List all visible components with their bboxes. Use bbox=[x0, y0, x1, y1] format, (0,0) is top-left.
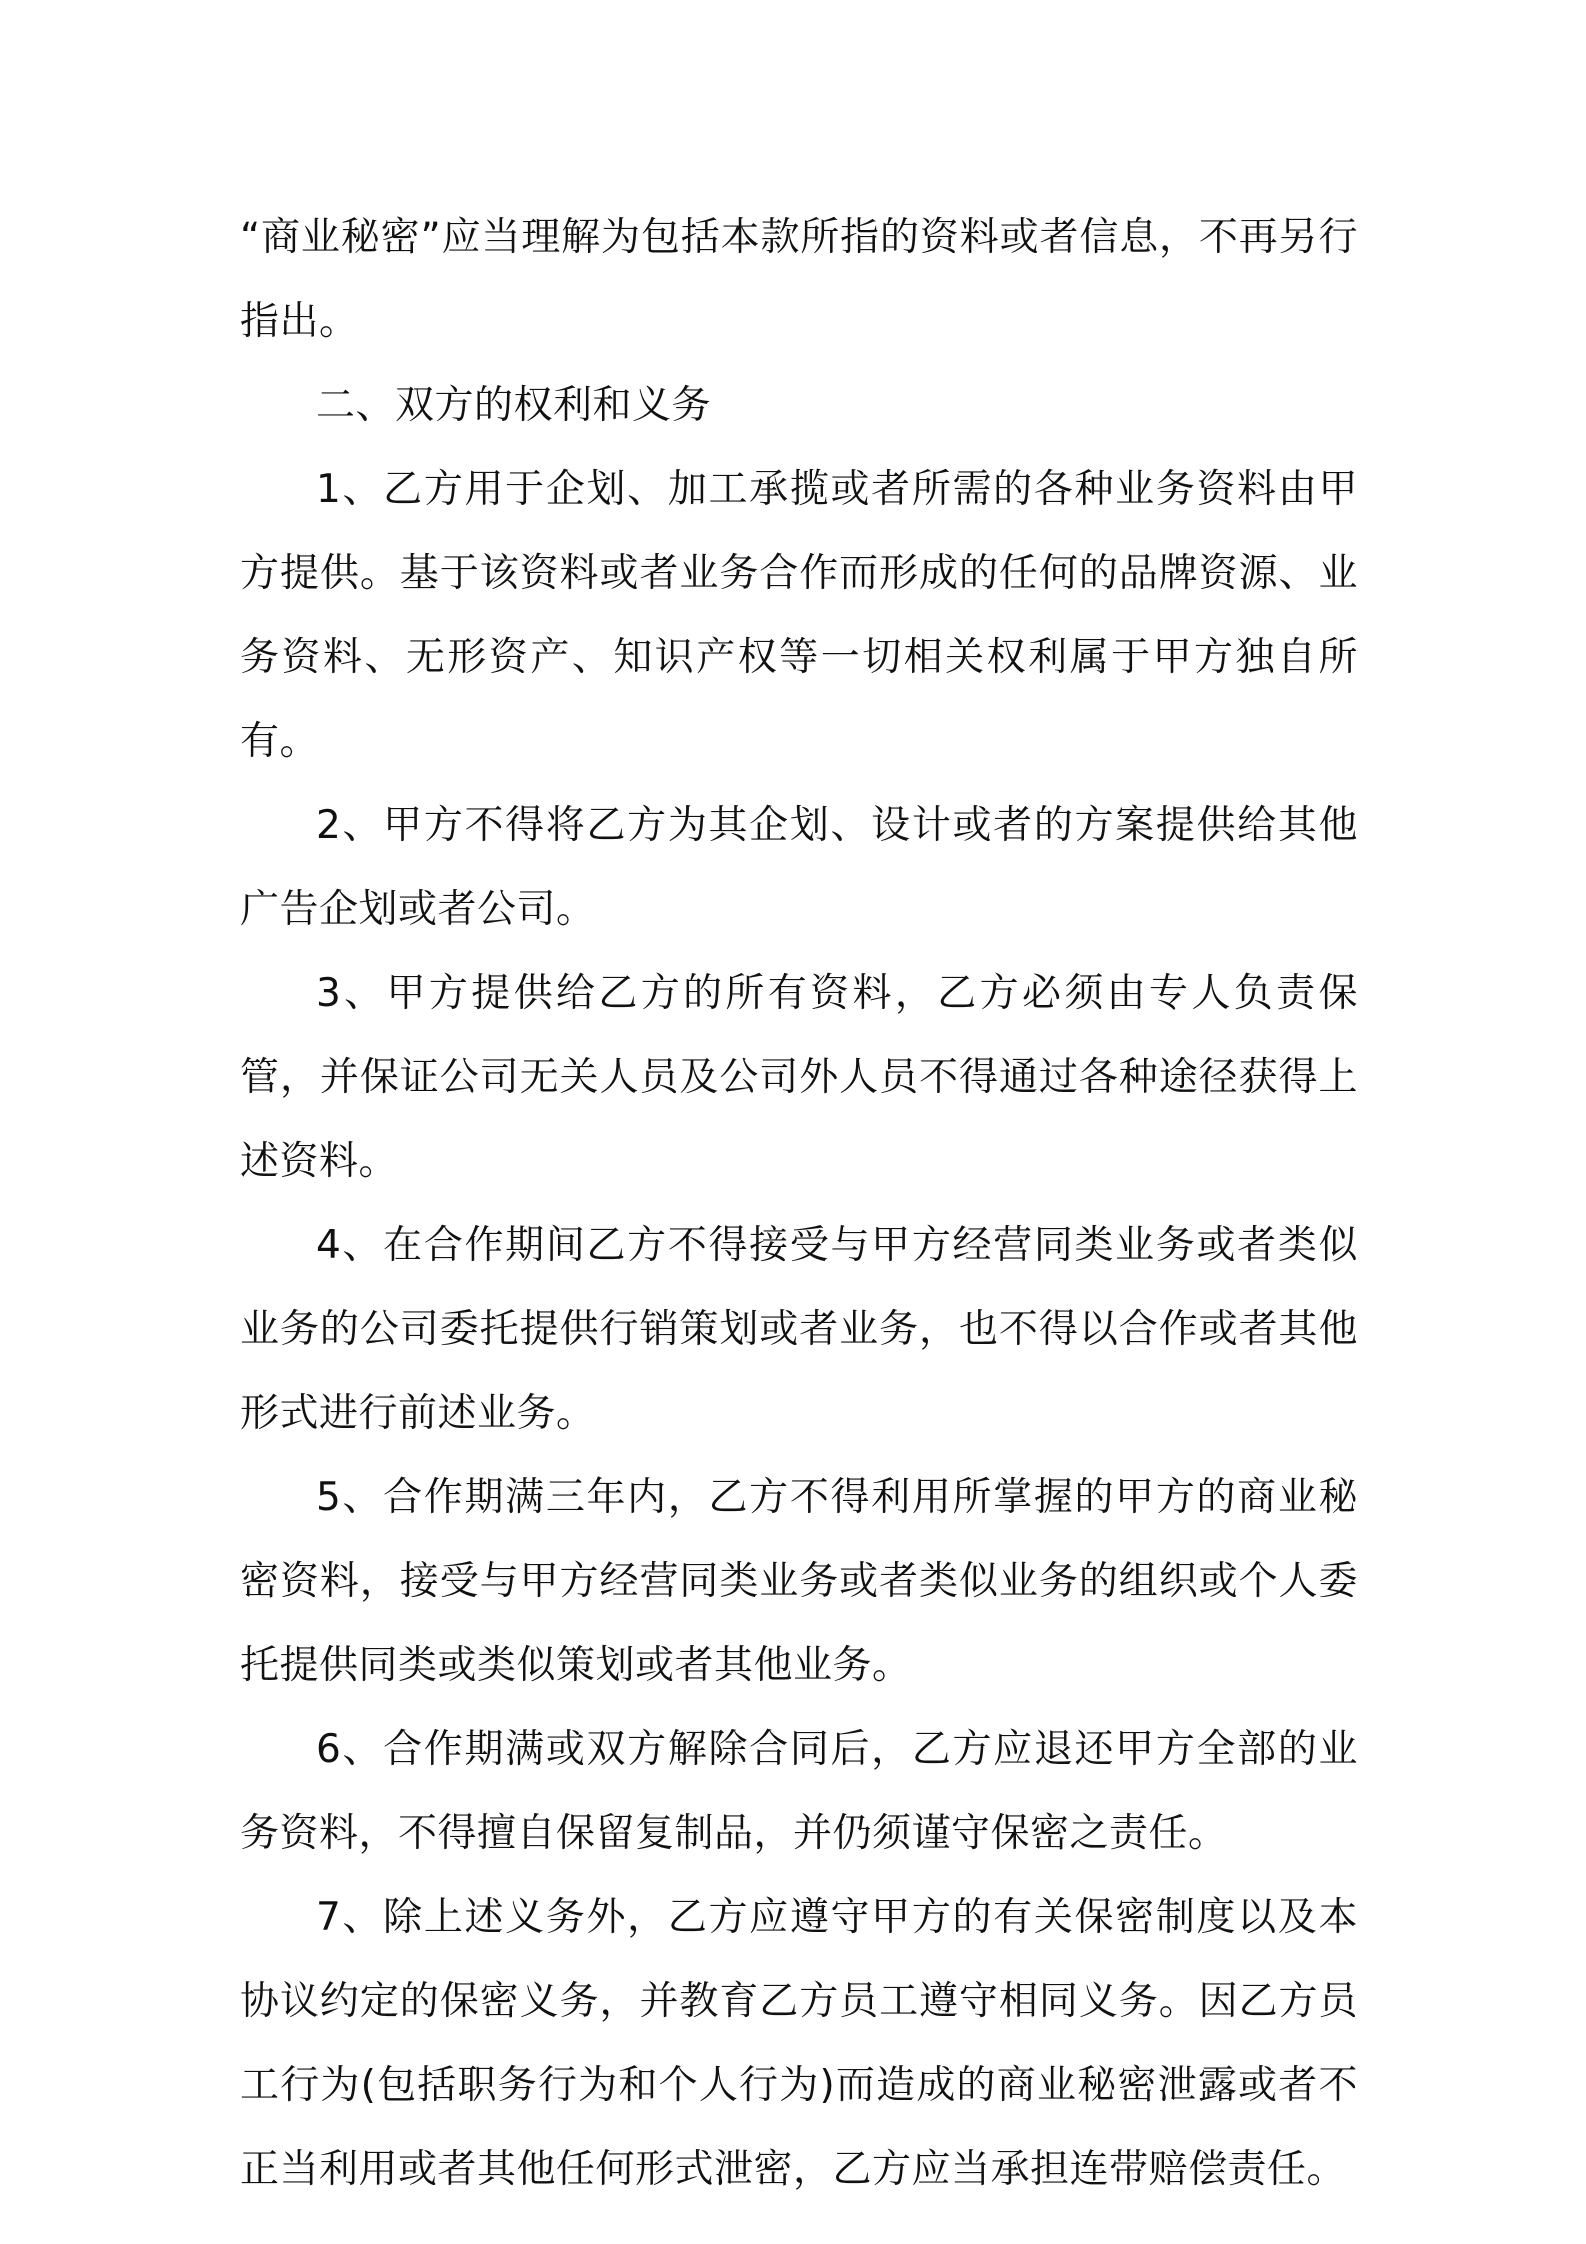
clause-6: 6、合作期满或双方解除合同后，乙方应退还甲方全部的业务资料，不得擅自保留复制品，并仍须谨守保密之责任。 bbox=[240, 1727, 1358, 1856]
document-body bbox=[240, 196, 1358, 2212]
clause-2: 2、甲方不得将乙方为其企划、设计或者的方案提供给其他广告企划或者公司。 bbox=[240, 803, 1358, 932]
clause-4: 4、在合作期间乙方不得接受与甲方经营同类业务或者类似业务的公司委托提供行销策划或者业务，也不得以合作或者其他形式进行前述业务。 bbox=[240, 1223, 1358, 1436]
clause-3: 3、甲方提供给乙方的所有资料，乙方必须由专人负责保管，并保证公司无关人员及公司外人员不得通过各种途径获得上述资料。 bbox=[240, 971, 1358, 1184]
clause-7: 7、除上述义务外，乙方应遵守甲方的有关保密制度以及本协议约定的保密义务，并教育乙方员工遵守相同义务。因乙方员工行为(包括职务行为和个人行为)而造成的商业秘密泄露或者不正当利用或者其他任何形式泄密，乙方应当承担连带赔偿责任。 bbox=[240, 1895, 1358, 2192]
clause-5: 5、合作期满三年内，乙方不得利用所掌握的甲方的商业秘密资料，接受与甲方经营同类业务或者类似业务的组织或个人委托提供同类或类似策划或者其他业务。 bbox=[240, 1475, 1358, 1688]
clause-1: 1、乙方用于企划、加工承揽或者所需的各种业务资料由甲方提供。基于该资料或者业务合作而形成的任何的品牌资源、业务资料、无形资产、知识产权等一切相关权利属于甲方独自所有。 bbox=[240, 467, 1358, 764]
section-heading-rights-obligations: 二、双方的权利和义务 bbox=[316, 383, 712, 428]
paragraph-trade-secret-definition: “商业秘密”应当理解为包括本款所指的资料或者信息，不再另行指出。 bbox=[240, 215, 1358, 344]
